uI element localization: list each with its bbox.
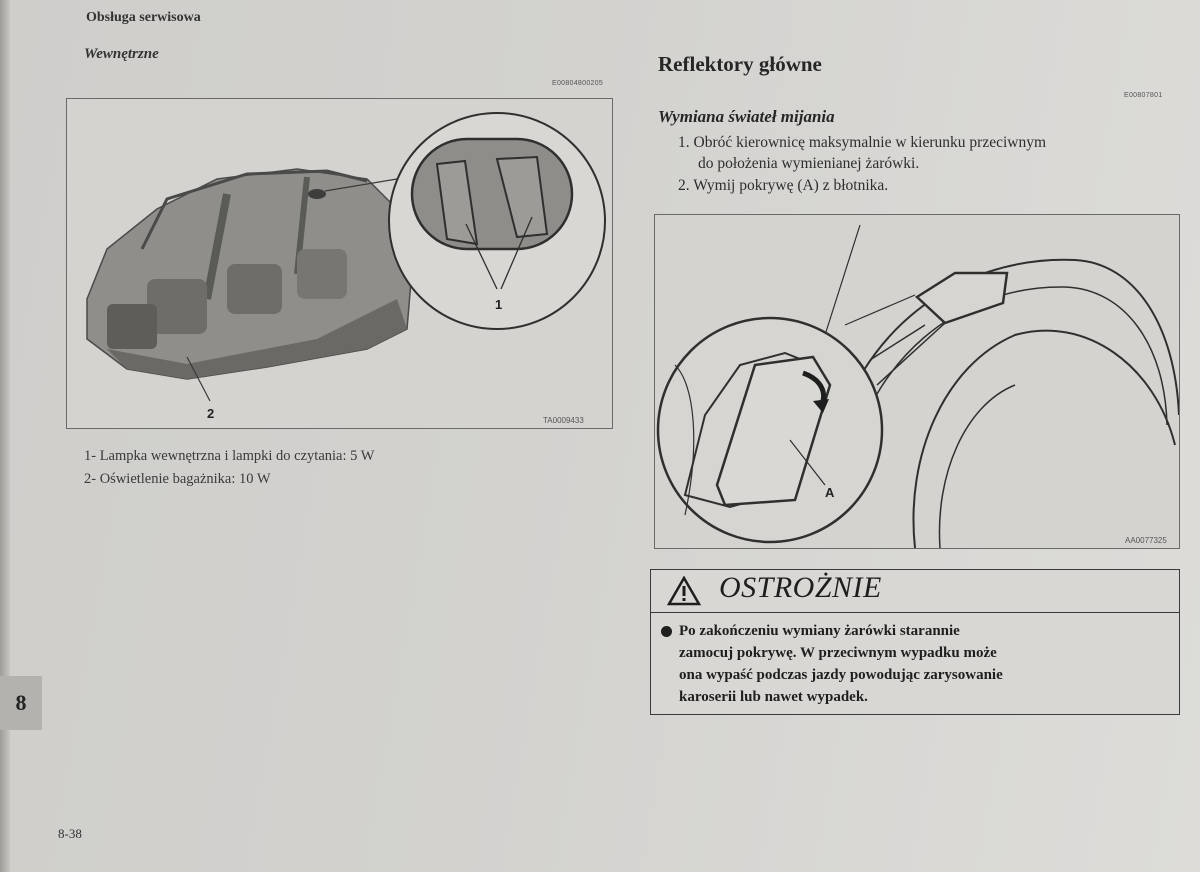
book-spine: [0, 0, 10, 872]
step-2: 2. Wymij pokrywę (A) z błotnika.: [678, 177, 889, 194]
step-1: 1. Obróć kierownicę maksymalnie w kierunku przeciwnym: [678, 134, 1047, 151]
caution-text: [679, 620, 1169, 708]
low-beam-subheading: Wymiana świateł mijania: [658, 107, 835, 126]
callout-2-label: 2: [207, 406, 215, 421]
bullet-icon: [661, 626, 672, 637]
caution-line-2: zamocuj pokrywę. W przeciwnym wypadku może: [679, 645, 997, 661]
caution-title: OSTROŻNIE: [719, 571, 882, 604]
warning-triangle-icon: [667, 576, 701, 606]
caution-line-1: Po zakończeniu wymiany żarówki starannie: [679, 623, 960, 639]
right-figure-code: AA0077325: [1125, 536, 1167, 545]
caution-header: [651, 570, 1179, 613]
step-1-cont: do położenia wymienianej żarówki.: [698, 155, 920, 172]
wheel-arch-illustration: [655, 215, 1179, 548]
caution-box: [650, 569, 1180, 715]
interior-subheading: Wewnętrzne: [84, 46, 159, 62]
caption-1: 1- Lampka wewnętrzna i lampki do czytania: 5 W: [84, 448, 375, 464]
callout-1-label: 1: [495, 297, 503, 312]
page-number: 8-38: [58, 826, 82, 841]
running-header: Obsługa serwisowa: [86, 10, 201, 25]
callout-a-label: A: [825, 485, 835, 500]
chapter-tab: 8: [0, 676, 42, 730]
caution-line-3: ona wypaść podczas jazdy powodując zarysowanie: [679, 667, 1003, 683]
left-figure-code: TA0009433: [543, 416, 584, 425]
car-interior-illustration: [67, 99, 612, 428]
fender-cover-figure: [654, 214, 1180, 549]
headlights-title: Reflektory główne: [658, 52, 822, 76]
caution-line-4: karoserii lub nawet wypadek.: [679, 689, 868, 705]
left-figure-ref-code: E00804800205: [552, 80, 604, 87]
interior-lights-figure: [66, 98, 613, 429]
caption-2: 2- Oświetlenie bagażnika: 10 W: [84, 471, 271, 487]
right-ref-code: E00807801: [1124, 92, 1163, 99]
